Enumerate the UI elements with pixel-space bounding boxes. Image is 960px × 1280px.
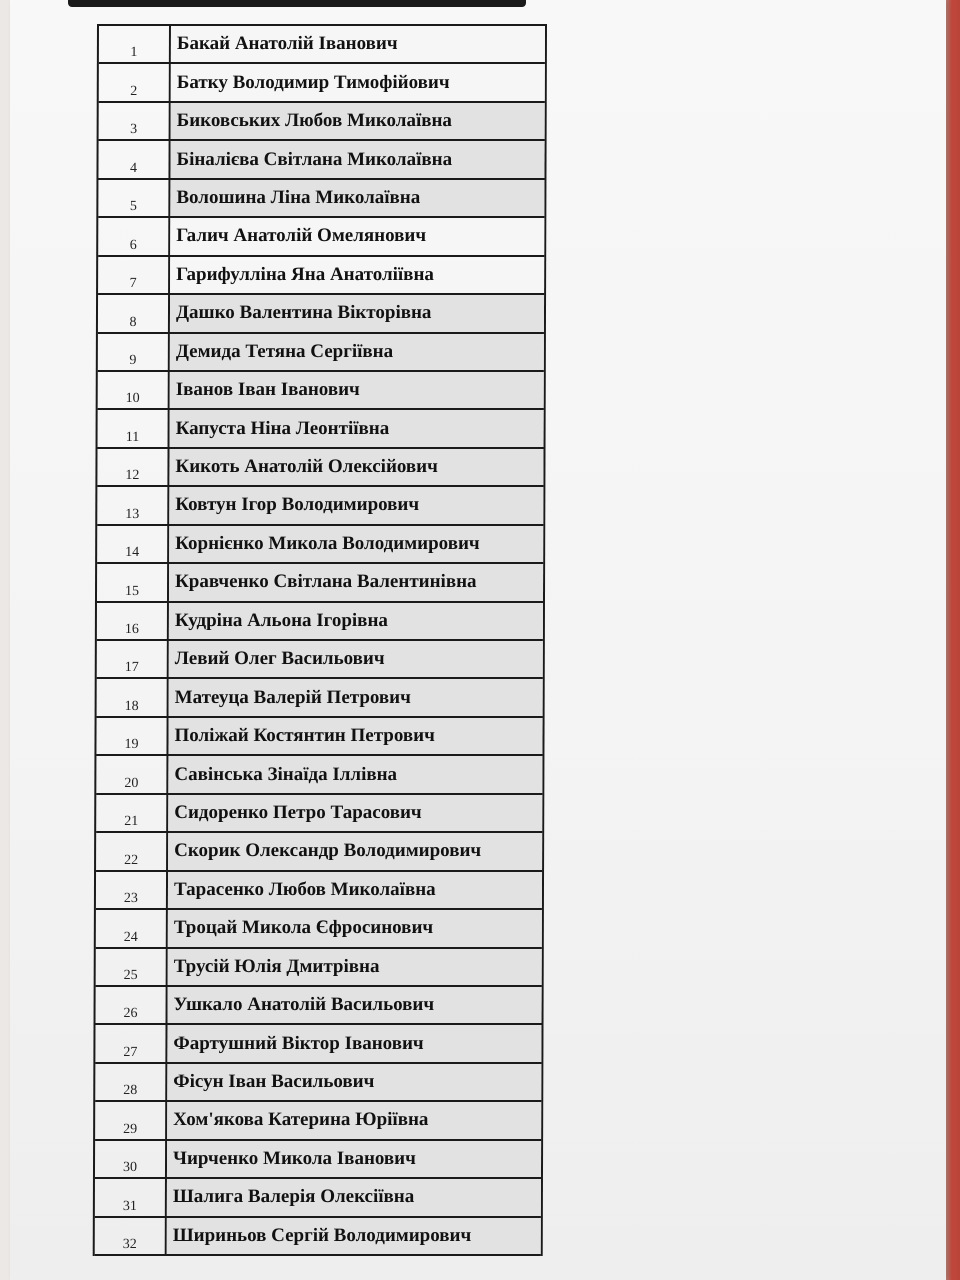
table-row	[97, 679, 543, 717]
row-number: 17	[97, 641, 169, 677]
table-row	[96, 872, 542, 910]
table-row	[97, 641, 543, 679]
person-name: Сидоренко Петро Тарасович	[168, 795, 542, 831]
row-number: 20	[96, 756, 168, 792]
table-row	[97, 526, 543, 564]
person-name: Фартушний Віктор Іванович	[167, 1025, 541, 1061]
table-row	[96, 987, 542, 1025]
person-name: Шалига Валерія Олексіївна	[167, 1179, 541, 1215]
row-number: 3	[99, 103, 171, 139]
table-row	[98, 257, 544, 295]
table-row	[98, 295, 544, 333]
row-number: 5	[98, 180, 170, 216]
row-number: 23	[96, 872, 168, 908]
table-row	[96, 833, 542, 871]
table-row	[95, 1025, 541, 1063]
row-number: 31	[95, 1179, 167, 1215]
table-row	[98, 334, 544, 372]
table-row	[96, 949, 542, 987]
person-name: Корнієнко Микола Володимирович	[169, 526, 543, 562]
table-row	[98, 180, 544, 218]
row-number: 6	[98, 218, 170, 254]
row-number: 19	[96, 718, 168, 754]
row-number: 28	[95, 1064, 167, 1100]
person-name: Батку Володимир Тимофійович	[171, 64, 545, 100]
person-name: Ковтун Ігор Володимирович	[169, 487, 543, 523]
table-row	[99, 26, 545, 64]
table-row	[97, 449, 543, 487]
person-name: Капуста Ніна Леонтіївна	[170, 410, 544, 446]
row-number: 22	[96, 833, 168, 869]
table-row	[95, 1102, 541, 1140]
person-name: Савінська Зінаїда Іллівна	[168, 756, 542, 792]
person-name: Дашко Валентина Вікторівна	[170, 295, 544, 331]
table-row	[98, 141, 544, 179]
person-name: Біналієва Світлана Миколаївна	[170, 141, 544, 177]
person-name: Фісун Іван Васильович	[167, 1064, 541, 1100]
row-number: 14	[97, 526, 169, 562]
table-row	[99, 64, 545, 102]
table-row	[96, 756, 542, 794]
person-name: Кикоть Анатолій Олексійович	[169, 449, 543, 485]
person-name: Левий Олег Васильович	[169, 641, 543, 677]
person-name: Чирченко Микола Іванович	[167, 1141, 541, 1177]
row-number: 27	[95, 1025, 167, 1061]
row-number: 1	[99, 26, 171, 62]
person-name: Трусій Юлія Дмитрівна	[168, 949, 542, 985]
person-name: Скорик Олександр Володимирович	[168, 833, 542, 869]
row-number: 11	[98, 410, 170, 446]
row-number: 9	[98, 334, 170, 370]
person-name: Хом'якова Катерина Юріївна	[167, 1102, 541, 1138]
row-number: 10	[98, 372, 170, 408]
row-number: 18	[97, 679, 169, 715]
person-name: Галич Анатолій Омелянович	[170, 218, 544, 254]
table-row	[98, 410, 544, 448]
person-name: Троцай Микола Єфросинович	[168, 910, 542, 946]
row-number: 15	[97, 564, 169, 600]
person-name: Гарифулліна Яна Анатоліївна	[170, 257, 544, 293]
table-row	[95, 1218, 541, 1256]
row-number: 21	[96, 795, 168, 831]
row-number: 2	[99, 64, 171, 100]
table-row	[98, 218, 544, 256]
person-name: Волошина Ліна Миколаївна	[170, 180, 544, 216]
table-row	[97, 487, 543, 525]
roster-table	[93, 24, 547, 1256]
row-number: 30	[95, 1141, 167, 1177]
row-number: 16	[97, 603, 169, 639]
person-name: Ушкало Анатолій Васильович	[168, 987, 542, 1023]
person-name: Матеуца Валерій Петрович	[169, 679, 543, 715]
person-name: Кравченко Світлана Валентинівна	[169, 564, 543, 600]
row-number: 24	[96, 910, 168, 946]
row-number: 26	[96, 987, 168, 1023]
table-row	[97, 564, 543, 602]
table-row	[98, 372, 544, 410]
person-name: Биковських Любов Миколаївна	[171, 103, 545, 139]
person-name: Тарасенко Любов Миколаївна	[168, 872, 542, 908]
table-row	[96, 718, 542, 756]
row-number: 13	[97, 487, 169, 523]
row-number: 8	[98, 295, 170, 331]
table-row	[99, 103, 545, 141]
row-number: 25	[96, 949, 168, 985]
person-name: Кудріна Альона Ігорівна	[169, 603, 543, 639]
table-row	[96, 910, 542, 948]
clipboard-clip	[68, 0, 526, 7]
table-row	[95, 1179, 541, 1217]
row-number: 12	[97, 449, 169, 485]
row-number: 4	[98, 141, 170, 177]
person-name: Шириньов Сергій Володимирович	[167, 1218, 541, 1254]
table-row	[95, 1141, 541, 1179]
person-name: Іванов Іван Іванович	[170, 372, 544, 408]
person-name: Поліжай Костянтин Петрович	[168, 718, 542, 754]
row-number: 29	[95, 1102, 167, 1138]
person-name: Демида Тетяна Сергіївна	[170, 334, 544, 370]
table-row	[97, 603, 543, 641]
person-name: Бакай Анатолій Іванович	[171, 26, 545, 62]
row-number: 7	[98, 257, 170, 293]
table-row	[95, 1064, 541, 1102]
row-number: 32	[95, 1218, 167, 1254]
table-row	[96, 795, 542, 833]
